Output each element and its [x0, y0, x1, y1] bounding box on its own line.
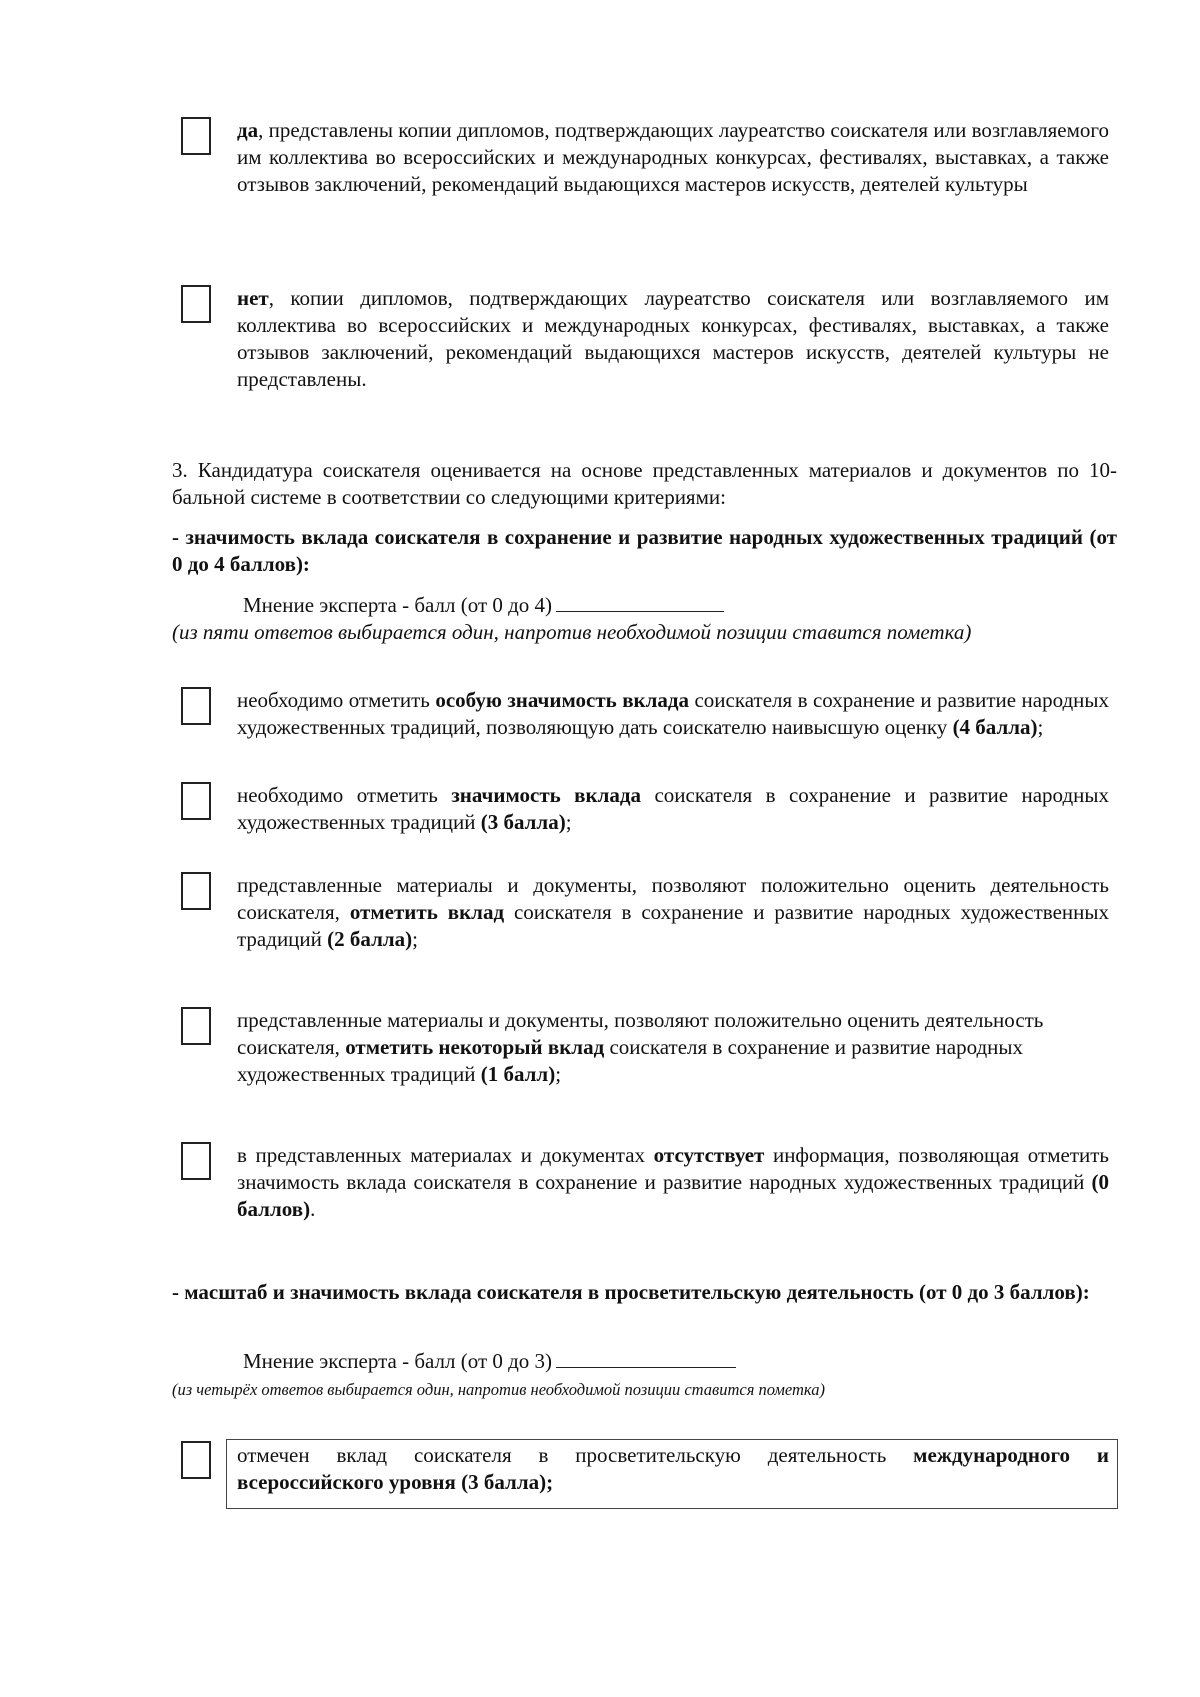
- criterion1-hint: (из пяти ответов выбирается один, напротив необходимой позиции ставится пометка): [172, 620, 972, 644]
- criterion2-hint: (из четырёх ответов выбирается один, напротив необходимой позиции ставится пометка): [172, 1380, 825, 1399]
- option-c1-1: [237, 1007, 1109, 1088]
- criterion1-heading: - значимость вклада соискателя в сохранение и развитие народных художественных традиций (от 0 до 4 баллов):: [172, 525, 1117, 576]
- option-yes: [237, 117, 1109, 198]
- option-c1-3-score: (3 балла): [480, 810, 566, 834]
- option-c1-4-text-a: необходимо отметить: [237, 688, 436, 712]
- option-c1-3-text-c: соискателя в сохранение и развитие народных художественных традиций: [237, 783, 1109, 834]
- option-c1-2-text-c: соискателя в сохранение и развитие народных художественных традиций: [237, 900, 1109, 951]
- option-c2-3: [237, 1442, 1109, 1496]
- option-c1-2-text-a: представленные материалы и документы, позволяют положительно оценить деятельность соискателя,: [237, 873, 1109, 924]
- criterion1-expert-label: Мнение эксперта - балл (от 0 до 4): [243, 593, 553, 617]
- option-c2-3-text-a: отмечен вклад соискателя в просветительскую деятельность: [237, 1443, 914, 1467]
- option-c1-0-text-b: отсутствует: [653, 1143, 765, 1167]
- option-c2-3-text-b: международного и всероссийского уровня (3 балла);: [237, 1443, 1109, 1494]
- option-c1-3: [237, 782, 1109, 836]
- criterion2-score-field[interactable]: [556, 1347, 736, 1368]
- option-yes-text: , представлены копии дипломов, подтверждающих лауреатство соискателя или возглавляемого им коллектива во всероссийских и международных конкурсах, фестивалях, выставках, а также отзывов заключений, рекомендаций выдающихся мастеров искусств, деятелей культуры: [237, 118, 1109, 196]
- option-c1-2-text-e: ;: [412, 927, 418, 951]
- checkbox-c2-3[interactable]: [181, 1441, 211, 1479]
- checkbox-yes[interactable]: [181, 117, 211, 155]
- option-no: [237, 285, 1109, 393]
- option-c1-1-text-b: отметить некоторый вклад: [345, 1035, 605, 1059]
- option-c1-3-text-b: значимость вклада: [451, 783, 642, 807]
- option-c1-0-score: (0 баллов): [237, 1170, 1109, 1221]
- option-c1-0: [237, 1142, 1109, 1223]
- option-c1-3-text-e: ;: [565, 810, 572, 834]
- option-c1-1-text-c: соискателя в сохранение и развитие народных художественных традиций: [237, 1035, 1024, 1086]
- checkbox-c1-4[interactable]: [181, 687, 211, 725]
- option-c1-4-text-e: ;: [1037, 715, 1044, 739]
- option-c1-4-text-c: соискателя в сохранение и развитие народных художественных традиций, позволяющую дать соискателю наивысшую оценку: [237, 688, 1110, 739]
- option-c1-1-text-a: представленные материалы и документы, позволяют положительно оценить деятельность соискателя,: [237, 1008, 1044, 1059]
- option-c1-2-score: (2 балла): [327, 927, 413, 951]
- checkbox-c1-3[interactable]: [181, 782, 211, 820]
- checkbox-c1-2[interactable]: [181, 872, 211, 910]
- option-c1-2-text-b: отметить вклад: [349, 900, 505, 924]
- section3-intro: 3. Кандидатура соискателя оценивается на основе представленных материалов и документов по 10-бальной системе в соответствии со следующими критериями:: [172, 458, 1117, 509]
- option-c1-4-score: (4 балла): [952, 715, 1038, 739]
- checkbox-c1-1[interactable]: [181, 1007, 211, 1045]
- option-c1-4-text-b: особую значимость вклада: [435, 688, 690, 712]
- criterion1-score-field[interactable]: [556, 591, 724, 612]
- option-c1-3-text-a: необходимо отметить: [237, 783, 452, 807]
- criterion1-expert-row: [243, 591, 724, 619]
- option-no-text: , копии дипломов, подтверждающих лауреатство соискателя или возглавляемого им коллектива во всероссийских и международных конкурсах, фестивалях, выставках, а также отзывов заключений, рекомендаций выдающихся мастеров искусств, деятелей культуры не представлены.: [237, 286, 1109, 391]
- criterion2-expert-label: Мнение эксперта - балл (от 0 до 3): [243, 1349, 553, 1373]
- option-c1-1-score: (1 балл): [480, 1062, 556, 1086]
- option-c1-4: [237, 687, 1109, 741]
- option-c1-2: [237, 872, 1109, 953]
- checkbox-c1-0[interactable]: [181, 1142, 211, 1180]
- option-c1-0-text-a: в представленных материалах и документах: [237, 1143, 654, 1167]
- option-c1-1-text-e: ;: [555, 1062, 562, 1086]
- criterion2-expert-row: [243, 1347, 736, 1375]
- option-c1-0-text-c: информация, позволяющая отметить значимость вклада соискателя в сохранение и развитие народных художественных традиций: [237, 1143, 1109, 1194]
- option-c1-0-text-e: .: [310, 1197, 316, 1221]
- option-no-lead: нет: [237, 286, 269, 310]
- checkbox-no[interactable]: [181, 285, 211, 323]
- option-yes-lead: да: [237, 118, 259, 142]
- criterion2-heading: - масштаб и значимость вклада соискателя в просветительскую деятельность (от 0 до 3 баллов):: [172, 1280, 1090, 1304]
